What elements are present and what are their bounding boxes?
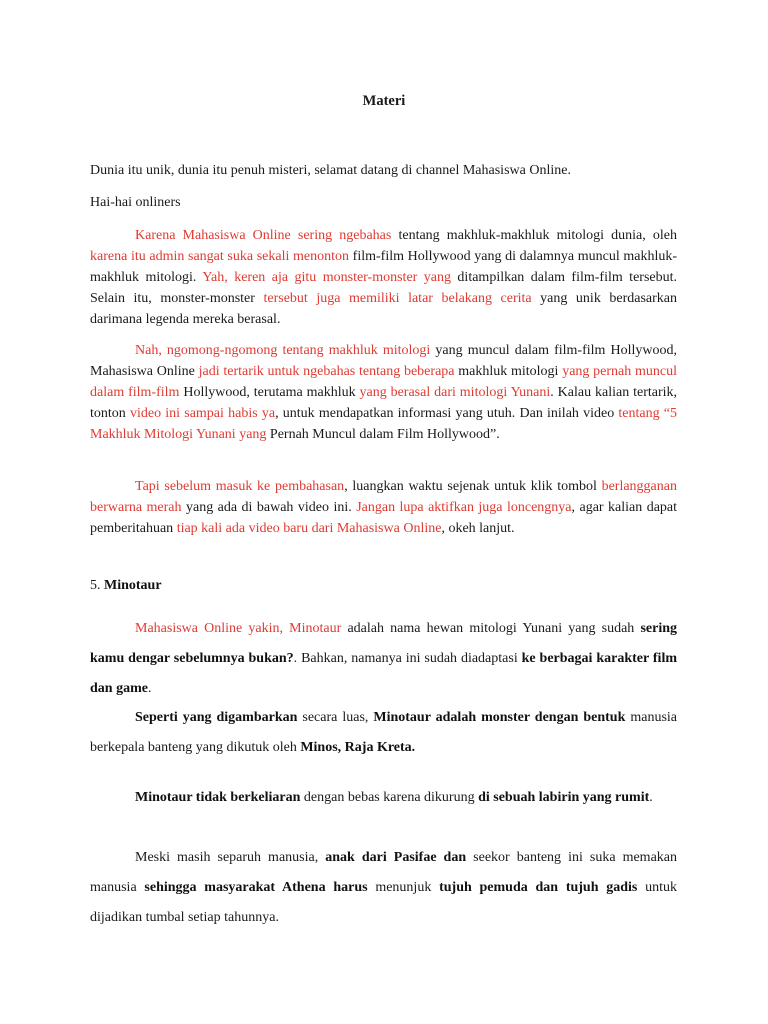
- body-text: untuk dijadikan tumbal setiap tahunnya.: [90, 880, 678, 925]
- body-text: yang ada di bawah video ini.: [181, 500, 357, 515]
- bold-text: Minos, Raja Kreta.: [300, 740, 416, 755]
- bold-text: sering kamu dengar sebelumnya bukan?: [90, 621, 678, 666]
- paragraph-7: [90, 843, 677, 933]
- body-text: . Kalau kalian tertarik, tonton: [90, 385, 678, 421]
- highlighted-text: Mahasiswa Online yakin, Minotaur: [135, 621, 342, 636]
- body-text: yang muncul dalam film-film Hollywood, Mahasiswa Online: [90, 343, 677, 379]
- paragraph-5: [90, 703, 677, 763]
- document-title: Materi: [362, 93, 406, 109]
- bold-text: di sebuah labirin yang rumit: [478, 790, 650, 805]
- body-text: secara luas,: [297, 710, 374, 725]
- body-text: tentang makhluk-makhluk mitologi dunia, oleh: [391, 228, 678, 243]
- body-text: ditampilkan dalam film-film tersebut. Selain itu, monster-monster: [90, 270, 677, 306]
- body-text: seekor banteng ini suka memakan manusia: [90, 850, 677, 895]
- body-text: makhluk mitologi: [454, 364, 563, 379]
- highlighted-text: yang pernah muncul dalam film-film: [90, 364, 678, 400]
- body-text: . Bahkan, namanya ini sudah diadaptasi: [293, 651, 522, 666]
- body-text: , untuk mendapatkan informasi yang utuh. Dan inilah video: [275, 406, 619, 421]
- intro-paragraph: Dunia itu unik, dunia itu penuh misteri, selamat datang di channel Mahasiswa Online.: [90, 163, 571, 178]
- body-text: Hollywood, terutama makhluk: [179, 385, 360, 400]
- highlighted-text: Nah, ngomong-ngomong tentang makhluk mitologi: [135, 343, 431, 358]
- paragraph-1: [90, 225, 677, 330]
- body-text: manusia berkepala banteng yang dikutuk oleh: [90, 710, 678, 755]
- body-text: adalah nama hewan mitologi Yunani yang sudah: [341, 621, 641, 636]
- body-text: yang unik berdasarkan darimana legenda mereka berasal.: [90, 291, 677, 327]
- section-heading: [90, 575, 677, 596]
- bold-text: Seperti yang digambarkan: [135, 710, 298, 725]
- body-text: Meski masih separuh manusia,: [135, 850, 326, 865]
- body-text: .: [649, 790, 653, 805]
- body-text: film-film Hollywood yang di dalamnya muncul makhluk-makhluk mitologi.: [90, 249, 678, 285]
- bold-text: anak dari Pasifae dan: [325, 850, 467, 865]
- highlighted-text: tentang “5 Makhluk Mitologi Yunani yang: [90, 406, 678, 442]
- paragraph-2: [90, 340, 677, 445]
- highlighted-text: tersebut juga memiliki latar belakang cerita: [263, 291, 532, 306]
- bold-text: sehingga masyarakat Athena harus: [144, 880, 368, 895]
- body-text: menunjuk: [367, 880, 440, 895]
- body-text: .: [147, 681, 152, 696]
- body-text: , okeh lanjut.: [441, 521, 515, 536]
- highlighted-text: Karena Mahasiswa Online sering ngebahas: [135, 228, 392, 243]
- bold-text: ke berbagai karakter film dan game: [90, 651, 677, 696]
- bold-text: Minotaur adalah monster dengan bentuk: [373, 710, 626, 725]
- body-text: dengan bebas karena dikurung: [300, 790, 479, 805]
- highlighted-text: tiap kali ada video baru dari Mahasiswa Online: [176, 521, 442, 536]
- greeting-paragraph: Hai-hai onliners: [90, 195, 181, 210]
- section-title: Minotaur: [104, 578, 162, 593]
- highlighted-text: video ini sampai habis ya: [129, 406, 276, 421]
- highlighted-text: Jangan lupa aktifkan juga loncengnya: [356, 500, 572, 515]
- bold-text: tujuh pemuda dan tujuh gadis: [439, 880, 638, 895]
- bold-text: Minotaur tidak berkeliaran: [135, 790, 301, 805]
- highlighted-text: Tapi sebelum masuk ke pembahasan: [135, 479, 345, 494]
- highlighted-text: yang berasal dari mitologi Yunani: [359, 385, 551, 400]
- paragraph-3: [90, 476, 677, 539]
- body-text: , agar kalian dapat pemberitahuan: [90, 500, 678, 536]
- paragraph-4: [90, 614, 677, 704]
- highlighted-text: Yah, keren aja gitu monster-monster yang: [202, 270, 451, 285]
- body-text: Pernah Muncul dalam Film Hollywood”.: [266, 427, 500, 442]
- paragraph-6: [90, 783, 677, 813]
- section-number: 5.: [90, 578, 104, 593]
- body-text: , luangkan waktu sejenak untuk klik tombol: [344, 479, 602, 494]
- highlighted-text: berlangganan berwarna merah: [90, 479, 677, 515]
- highlighted-text: karena itu admin sangat suka sekali menonton: [90, 249, 350, 264]
- highlighted-text: jadi tertarik untuk ngebahas tentang beberapa: [198, 364, 455, 379]
